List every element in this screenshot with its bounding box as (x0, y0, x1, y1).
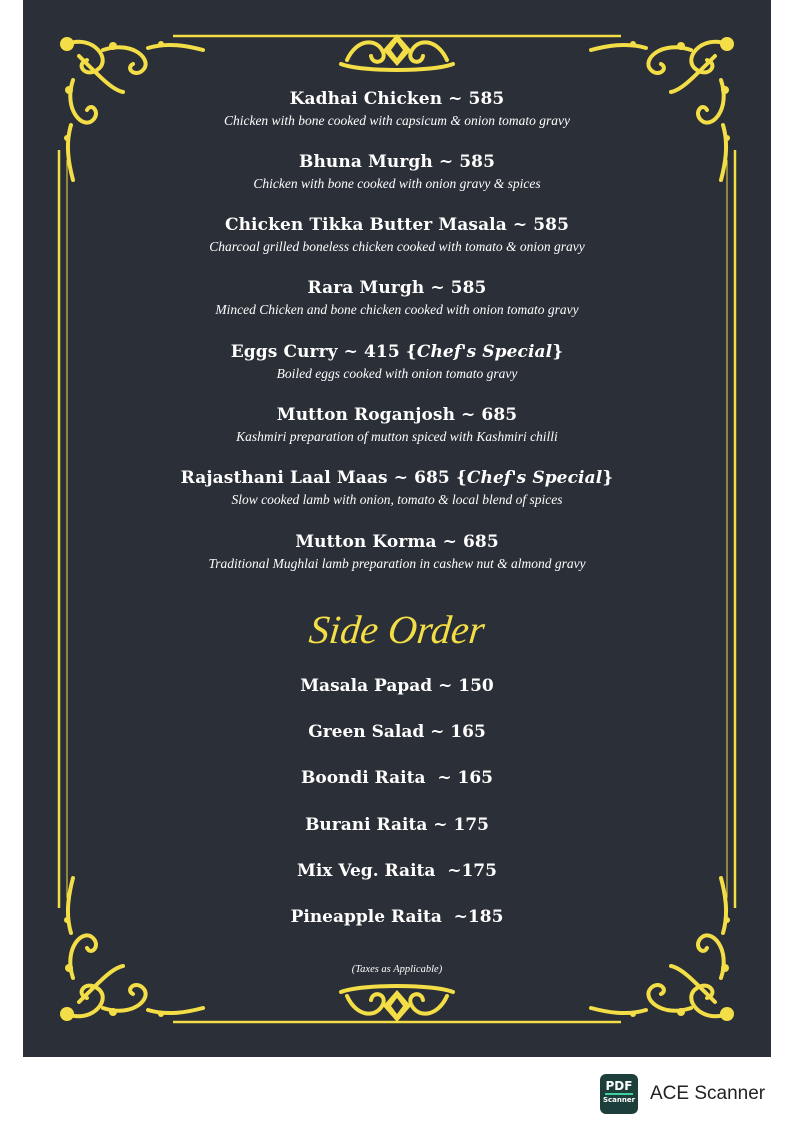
side-order-item: Pineapple Raita ~185 (290, 907, 504, 927)
corner-flourish-bottom-right (591, 878, 734, 1021)
side-order-item: Green Salad ~ 165 (308, 722, 486, 742)
dish-item (23, 214, 771, 256)
dish-name-text: Eggs Curry ~ 415 { (230, 342, 417, 362)
side-order-heading: Side Order (307, 607, 487, 652)
dish-name: Kadhai Chicken ~ 585 (289, 89, 505, 109)
menu-page (23, 0, 771, 1057)
top-center-ornament (341, 34, 453, 70)
dish-name (23, 341, 771, 363)
dish-item (23, 467, 771, 509)
chef-special-label: Chef's Special (466, 468, 603, 488)
dish-description: Chicken with bone cooked with capsicum & onion tomato gravy (223, 113, 571, 128)
dish-description: Chicken with bone cooked with onion gravy & spices (253, 176, 541, 191)
dish-item (23, 341, 771, 383)
dish-name: Chicken Tikka Butter Masala ~ 585 (224, 215, 570, 235)
pdf-scanner-logo-icon (600, 1074, 638, 1114)
dish-item (23, 88, 771, 130)
dish-item (23, 404, 771, 446)
side-order-item: Masala Papad ~ 150 (300, 676, 494, 696)
corner-flourish-bottom-left (60, 878, 203, 1021)
dish-description: Slow cooked lamb with onion, tomato & local blend of spices (231, 492, 563, 507)
side-order-item: Mix Veg. Raita ~175 (297, 861, 497, 881)
scanner-watermark (600, 1074, 765, 1114)
dish-description: Charcoal grilled boneless chicken cooked with tomato & onion gravy (209, 239, 585, 254)
dish-name-close: } (552, 342, 564, 362)
dish-name-text: Rajasthani Laal Maas ~ 685 { (180, 468, 467, 488)
side-order-item: Boondi Raita ~ 165 (300, 768, 493, 788)
bottom-center-ornament (341, 986, 453, 1022)
side-order-item: Burani Raita ~ 175 (305, 815, 489, 835)
dish-item (23, 151, 771, 193)
dish-name (23, 467, 771, 489)
logo-main-text: PDF (605, 1079, 633, 1093)
dish-item (23, 531, 771, 573)
dish-name-close: } (602, 468, 614, 488)
dish-description: Kashmiri preparation of mutton spiced with Kashmiri chilli (236, 429, 558, 444)
chef-special-label: Chef's Special (416, 342, 553, 362)
logo-bar (605, 1093, 633, 1095)
dish-name: Mutton Roganjosh ~ 685 (276, 405, 518, 425)
dish-name: Bhuna Murgh ~ 585 (298, 152, 496, 172)
scanner-app-name: ACE Scanner (650, 1083, 766, 1104)
taxes-note: (Taxes as Applicable) (351, 964, 443, 975)
dish-item (23, 277, 771, 319)
dish-name: Rara Murgh ~ 585 (307, 278, 487, 298)
dish-name: Mutton Korma ~ 685 (295, 532, 499, 552)
dish-description: Minced Chicken and bone chicken cooked with onion tomato gravy (215, 302, 579, 317)
dish-description: Boiled eggs cooked with onion tomato gravy (276, 366, 518, 381)
dish-description: Traditional Mughlai lamb preparation in cashew nut & almond gravy (208, 556, 586, 571)
logo-sub-text: Scanner (602, 1096, 636, 1104)
